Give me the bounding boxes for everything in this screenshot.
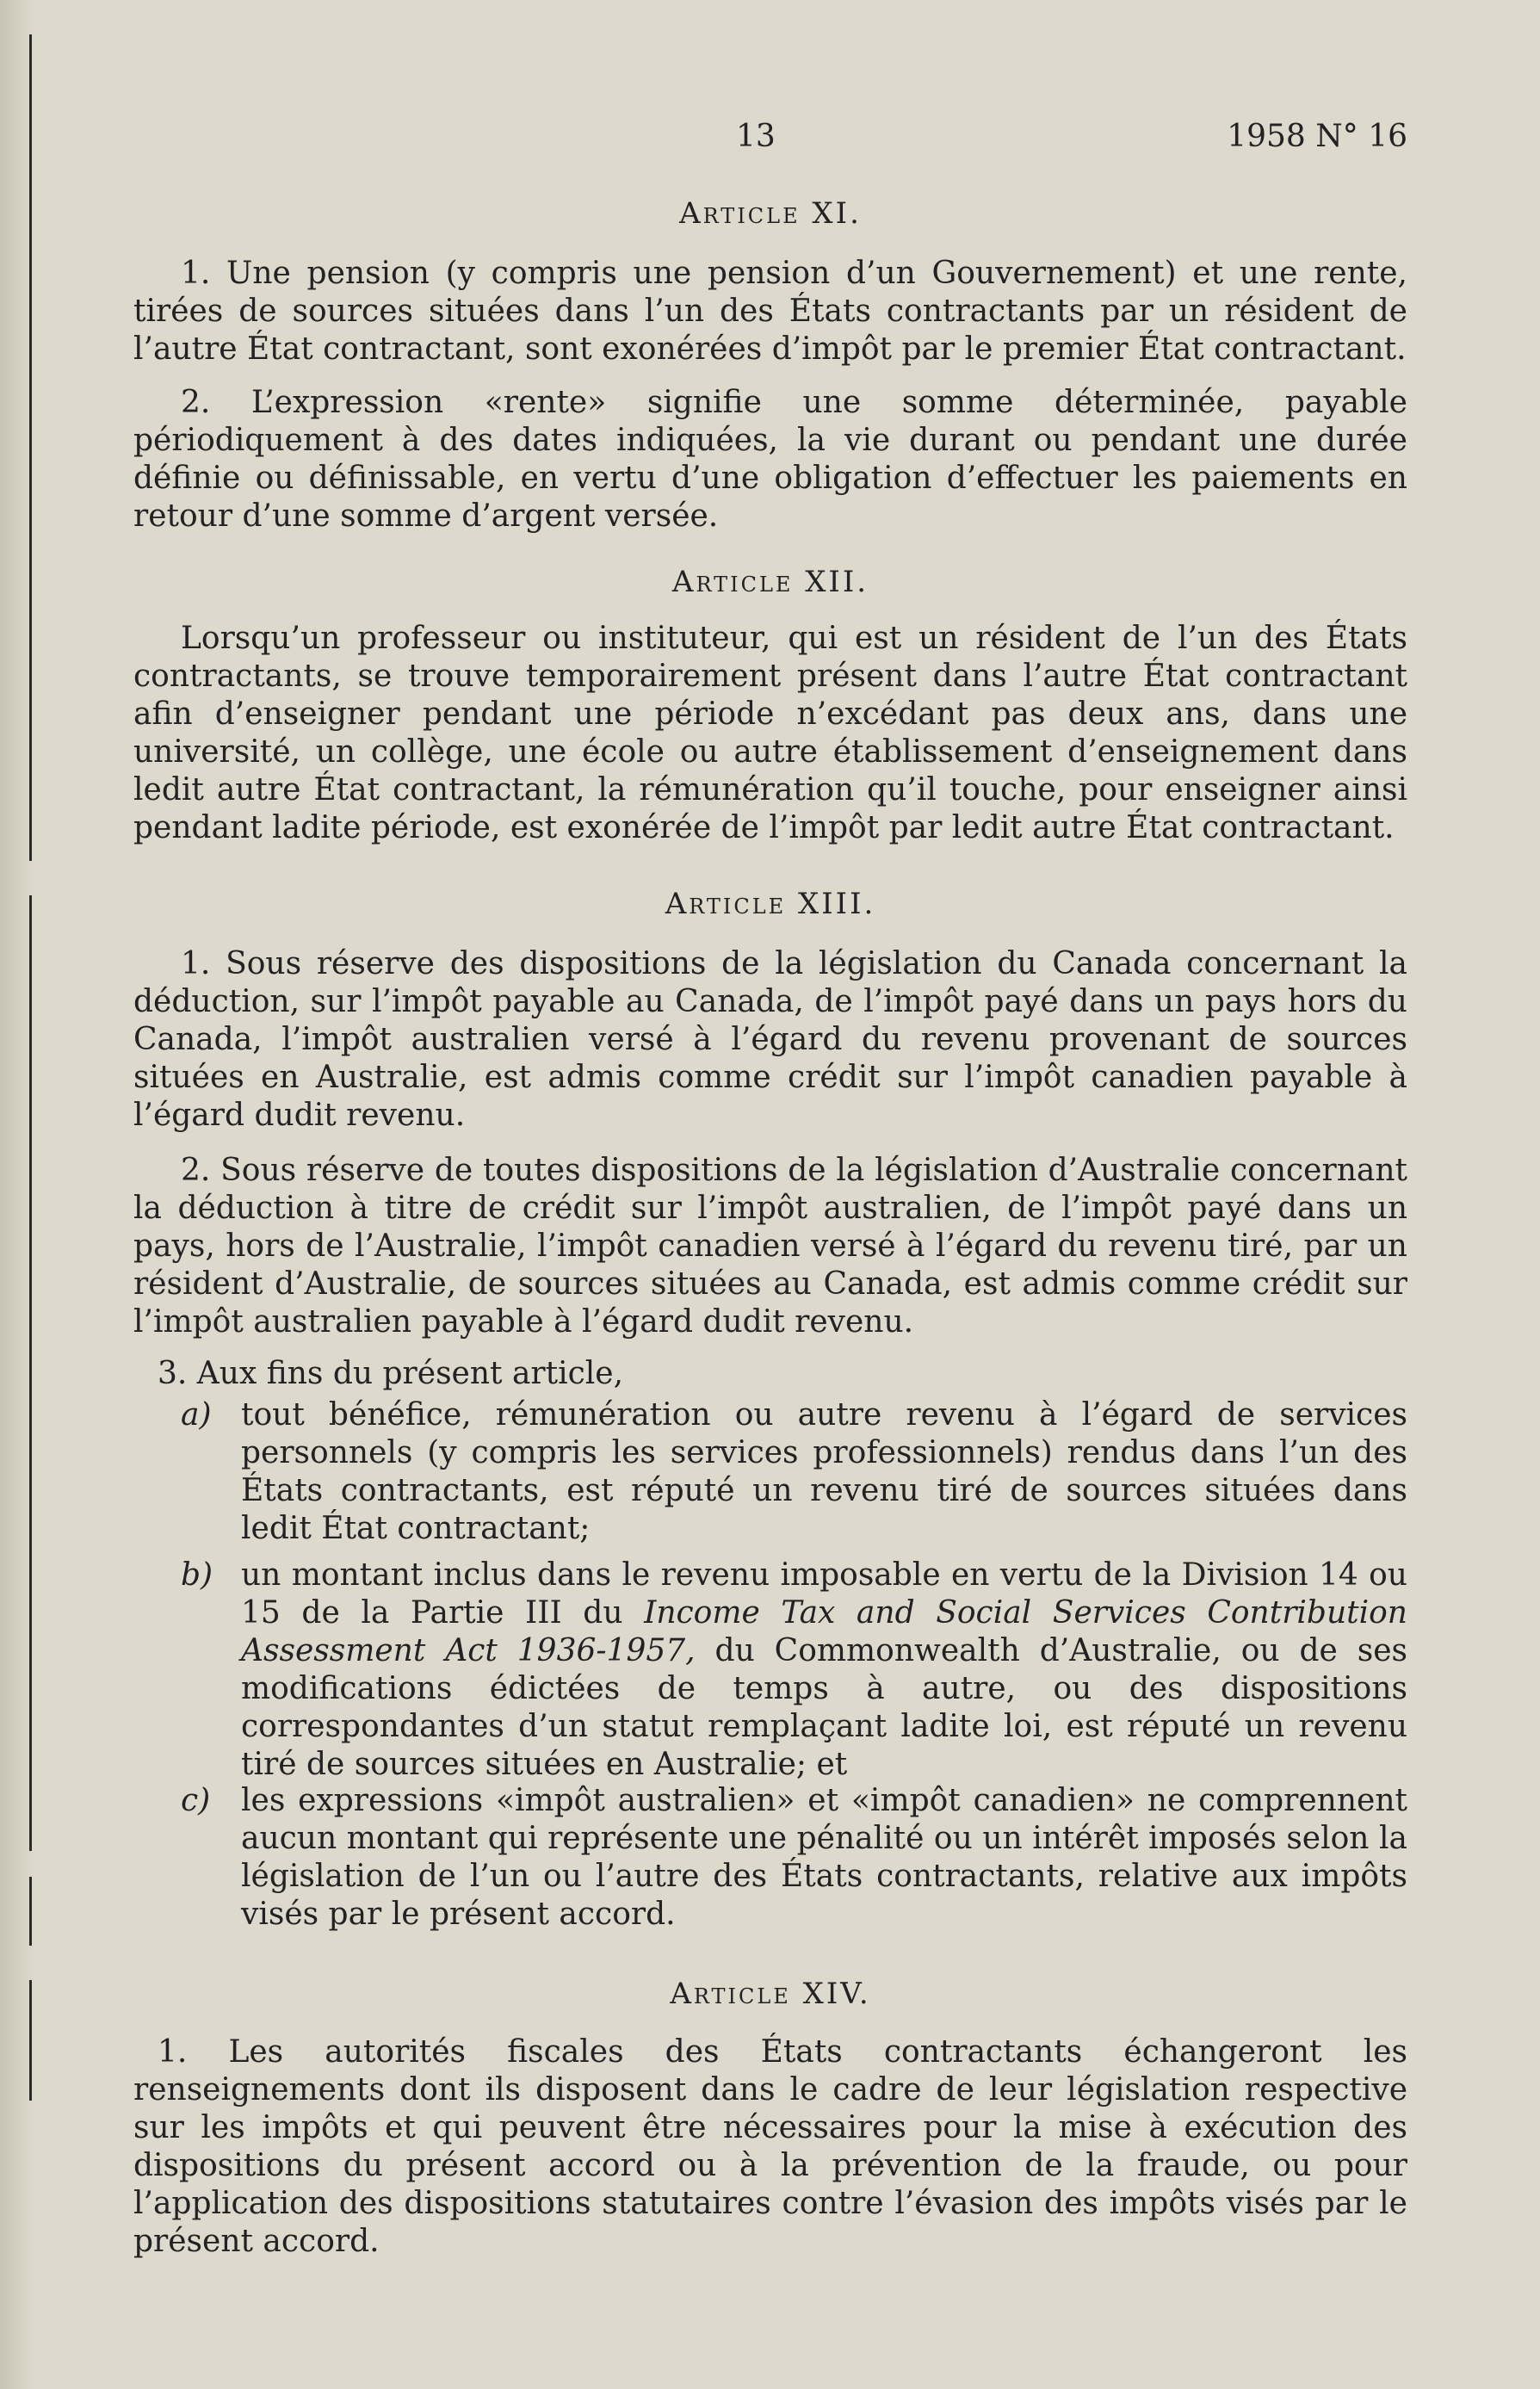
page-number: 13 <box>736 119 776 154</box>
item-c-text: les expressions «impôt australien» et «impôt canadien» ne comprennent aucun montant qui représente une pénalité ou un intérêt imposés selon la législation de l’un ou l’autre des États contractants, relative aux impôts visés par le présent accord. <box>241 1783 1407 1932</box>
article-11-heading: Article XI. <box>679 196 862 231</box>
article-13-paragraph-2: 2. Sous réserve de toutes dispositions de la législation d’Australie concernant la déduction à titre de crédit sur l’impôt australien, de l’impôt payé dans un pays, hors de l’Australie, l’impôt canadien versé à l’égard du revenu tiré, par un résident d’Australie, de sources situées au Canada, est admis comme crédit sur l’impôt australien payable à l’égard dudit revenu. <box>133 1153 1407 1340</box>
article-13-paragraph-3: 3. Aux fins du présent article, <box>158 1356 624 1391</box>
article-13-heading: Article XIII. <box>665 887 876 921</box>
item-b-text-end: du Commonwealth d’Australie, ou de ses modifications édictées de temps à autre, ou des dispositions correspondantes d’un statut remplaçant ladite loi, est réputé un revenu tiré de sources situées en Australie; et <box>241 1633 1407 1782</box>
article-13-item-a <box>181 1396 1407 1548</box>
act-title: Income Tax and Social Services Contribution Assessment Act 1936-1957, <box>241 1595 1407 1668</box>
article-12-paragraph-1: Lorsqu’un professeur ou instituteur, qui est un résident de l’un des États contractants, se trouve temporairement présent dans l’autre État contractant afin d’enseigner pendant une période n’excédant pas deux ans, dans une université, un collège, une école ou autre établissement d’enseignement dans ledit autre État contractant, la rémunération qu’il touche, pour enseigner ainsi pendant ladite période, est exonérée de l’impôt par ledit autre État contractant. <box>133 621 1407 845</box>
binding-line <box>29 1877 32 1946</box>
article-13-paragraph-1: 1. Sous réserve des dispositions de la législation du Canada concernant la déduction, sur l’impôt payable au Canada, de l’impôt payé dans un pays hors du Canada, l’impôt australien versé à l’égard du revenu provenant de sources situées en Australie, est admis comme crédit sur l’impôt canadien payable à l’égard dudit revenu. <box>133 946 1407 1133</box>
item-b-text <box>241 1557 1407 1784</box>
article-13-item-c <box>181 1782 1407 1934</box>
binding-line <box>29 1980 32 2101</box>
item-c-label: c) <box>181 1783 211 1818</box>
document-reference: 1958 N° 16 <box>1227 119 1407 154</box>
article-11-paragraph-2: 2. L’expression «rente» signifie une somme déterminée, payable périodiquement à des dates indiquées, la vie durant ou pendant une durée définie ou définissable, en vertu d’une obligation d’effectuer les paiements en retour d’une somme d’argent versée. <box>133 385 1407 534</box>
article-11-paragraph-1: 1. Une pension (y compris une pension d’un Gouvernement) et une rente, tirées de sources situées dans l’un des États contractants par un résident de l’autre État contractant, sont exonérées d’impôt par le premier État contractant. <box>133 256 1407 367</box>
item-a-label: a) <box>181 1397 212 1433</box>
item-b-label: b) <box>181 1557 213 1593</box>
binding-line <box>29 895 32 1851</box>
article-14-paragraph-1: 1. Les autorités fiscales des États contractants échangeront les renseignements dont ils disposent dans le cadre de leur législation respective sur les impôts et qui peuvent être nécessaires pour la mise à exécution des dispositions du présent accord ou à la prévention de la fraude, ou pour l’application des dispositions statutaires contre l’évasion des impôts visés par le présent accord. <box>133 2034 1407 2259</box>
item-b-text-start: un montant inclus dans le revenu imposable en vertu de la Division 14 ou 15 de la Partie III du <box>241 1557 1407 1631</box>
binding-line <box>29 34 32 861</box>
article-13-item-b <box>181 1557 1407 1784</box>
item-a-text: tout bénéfice, rémunération ou autre revenu à l’égard de services personnels (y compris les services professionnels) rendus dans l’un des États contractants, est réputé un revenu tiré de sources situées dans ledit État contractant; <box>241 1397 1407 1546</box>
article-14-heading: Article XIV. <box>670 1977 871 2011</box>
article-12-heading: Article XII. <box>671 565 869 599</box>
